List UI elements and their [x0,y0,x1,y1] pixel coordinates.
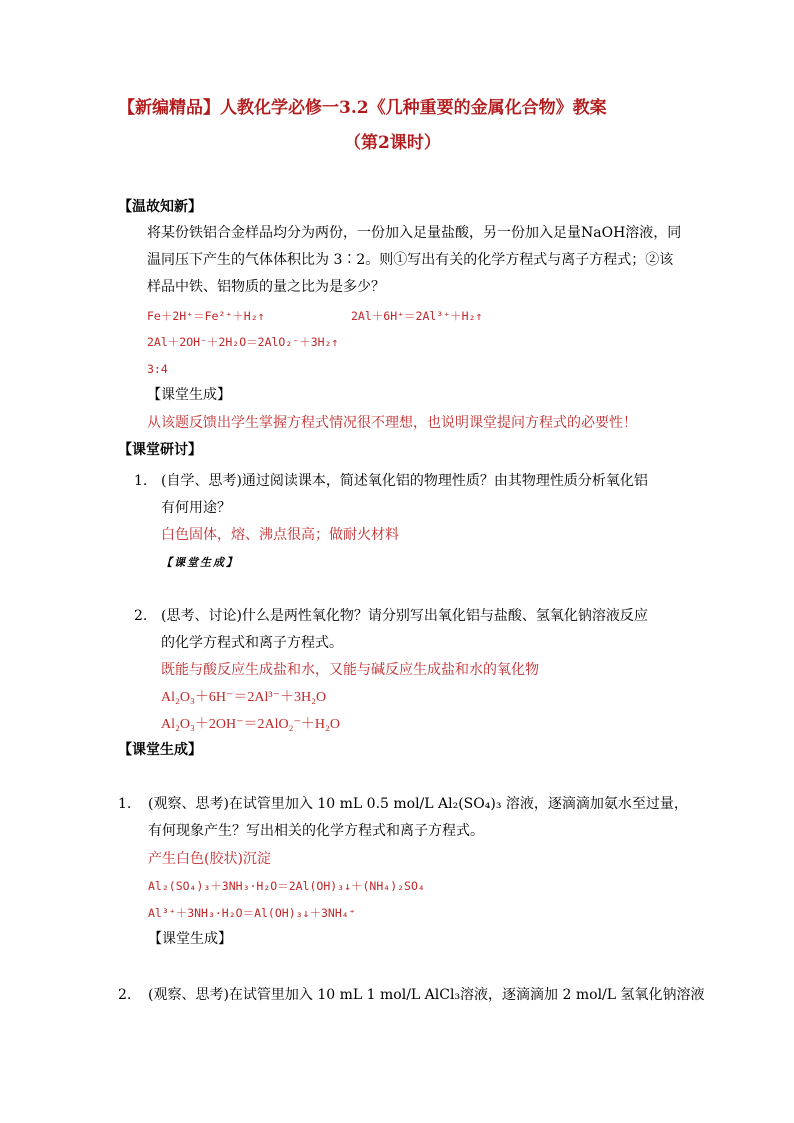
review-question-line: 将某份铁铝合金样品均分为两份，一份加入足量盐酸，另一份加入足量NaOH溶液，同 [147,225,682,241]
equation: 2Al＋6H⁺＝2Al³⁺＋H₂↑ [351,309,483,323]
document-title: 【新编精品】人教化学必修一3.2《几种重要的金属化合物》教案 [118,98,607,118]
equation: Al₂O₃＋6H⁻＝2Al³⁻＋3H₂O [161,690,327,705]
question-line: 的化学方程式和离子方程式。 [161,635,343,651]
equation: Fe＋2H⁺＝Fe²⁺＋H₂↑ [147,309,265,323]
question-line: (自学、思考)通过阅读课本，简述氧化铝的物理性质？由其物理性质分析氧化铝 [161,473,648,489]
review-question-line: 温同压下产生的气体体积比为 3∶2。则①写出有关的化学方程式与离子方程式；②该 [147,252,674,268]
question-line: 有何用途？ [161,500,231,516]
list-number: 1. [118,796,132,812]
class-generation-heading: 【课堂生成】 [161,556,239,569]
equation: Al₂O₃＋2OH⁻＝2AlO₂⁻＋H₂O [161,717,340,732]
answer-ratio: 3:4 [147,362,168,376]
answer-text: 既能与酸反应生成盐和水，又能与碱反应生成盐和水的氧化物 [161,662,539,678]
section-heading-generation: 【课堂生成】 [118,742,202,758]
list-number: 2. [118,987,132,1003]
list-number: 2. [134,608,148,624]
question-line: (思考、讨论)什么是两性氧化物？请分别写出氧化铝与盐酸、氢氧化钠溶液反应 [161,608,648,624]
question-line: 有何现象产生？写出相关的化学方程式和离子方程式。 [148,823,484,839]
document-subtitle: （第2课时） [344,133,441,153]
answer-text: 白色固体，熔、沸点很高；做耐火材料 [161,527,399,543]
equation: Al³⁺＋3NH₃·H₂O＝Al(OH)₃↓＋3NH₄⁺ [148,906,356,920]
section-heading-review: 【温故知新】 [118,199,202,215]
class-generation-heading: 【课堂生成】 [148,931,232,947]
answer-text: 产生白色(胶状)沉淀 [148,851,271,867]
equation: Al₂(SO₄)₃＋3NH₃·H₂O＝2Al(OH)₃↓＋(NH₄)₂SO₄ [148,879,425,893]
class-generation-heading: 【课堂生成】 [147,387,231,403]
section-heading-research: 【课堂研讨】 [118,442,202,458]
review-question-line: 样品中铁、铝物质的量之比为是多少？ [147,279,385,295]
equation: 2Al＋2OH⁻＋2H₂O＝2AlO₂⁻＋3H₂↑ [147,335,339,349]
generation-text: 从该题反馈出学生掌握方程式情况很不理想，也说明课堂提问方程式的必要性！ [147,415,637,431]
list-number: 1. [134,473,148,489]
question-line: (观察、思考)在试管里加入 10 mL 0.5 mol/L Al₂(SO₄)₃ 溶液，逐滴滴加氨水至过量， [148,796,688,812]
question-line: (观察、思考)在试管里加入 10 mL 1 mol/L AlCl₃溶液，逐滴滴加 2 mol/L 氢氧化钠溶液 [148,987,705,1003]
